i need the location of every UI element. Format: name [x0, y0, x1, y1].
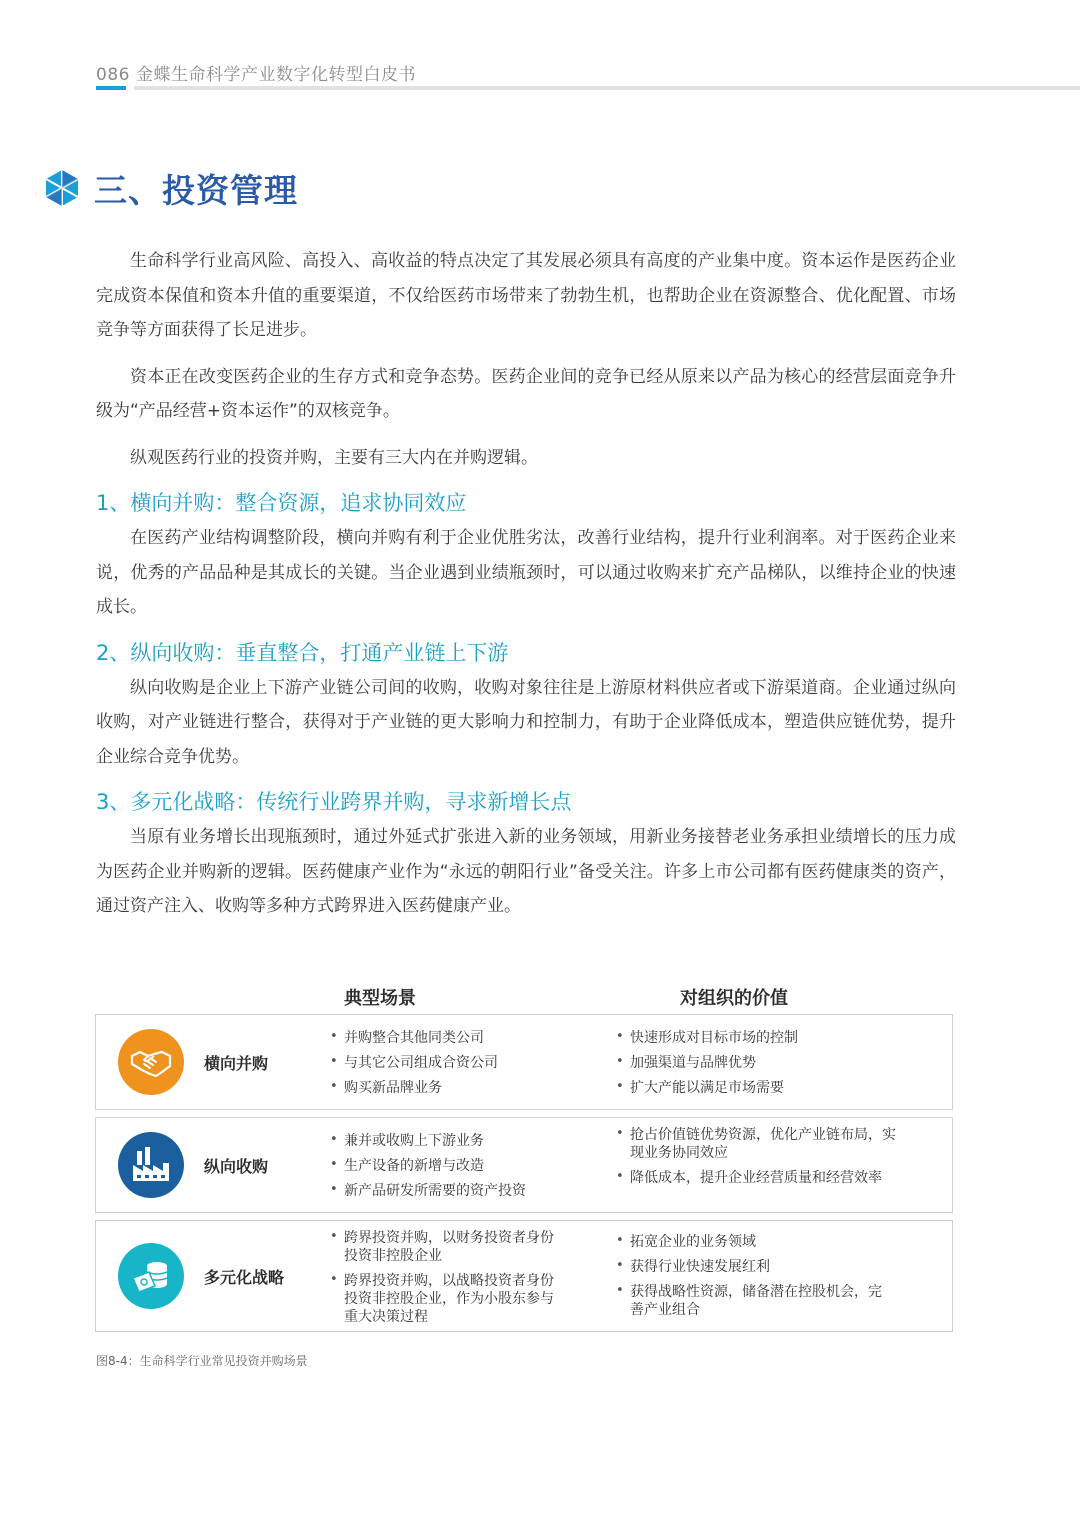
- intro-paragraph: 资本正在改变医药企业的生存方式和竞争态势。医药企业间的竞争已经从原来以产品为核心的经营层面竞争升级为“产品经营+资本运作”的双核竞争。: [96, 366, 956, 421]
- list-item: • 跨界投资并购，以财务投资者身份投资非控股企业: [330, 1229, 558, 1265]
- list-item: • 与其它公司组成合资公司: [330, 1054, 590, 1072]
- header-divider: [134, 86, 1080, 90]
- table-row: [95, 1117, 953, 1213]
- table-row: [95, 1220, 953, 1332]
- list-item: • 抢占价值链优势资源，优化产业链布局，实现业务协同效应: [616, 1126, 896, 1162]
- row-label: 多元化战略: [204, 1268, 285, 1287]
- table-row: [95, 1014, 953, 1110]
- scenario-list: [330, 1132, 590, 1207]
- subsection-paragraph: 纵向收购是企业上下游产业链公司间的收购，收购对象往往是上游原材料供应者或下游渠道商。企业通过纵向收购，对产业链进行整合，获得对于产业链的更大影响力和控制力，有助于企业降低成本，塑造供应链优势，提升企业综合竞争优势。: [96, 677, 956, 767]
- factory-icon: [118, 1132, 184, 1198]
- list-item: • 获得战略性资源，储备潜在控股机会，完善产业组合: [616, 1283, 886, 1319]
- header-text: [96, 60, 416, 85]
- list-item: • 快速形成对目标市场的控制: [616, 1029, 896, 1047]
- subsection-heading: 3、多元化战略：传统行业跨界并购，寻求新增长点: [96, 790, 572, 814]
- subsection-paragraph: 当原有业务增长出现瓶颈时，通过外延式扩张进入新的业务领域，用新业务接替老业务承担业绩增长的压力成为医药企业并购新的逻辑。医药健康产业作为“永远的朝阳行业”备受关注。许多上市公司都有医药健康类的资产，通过资产注入、收购等多种方式跨界进入医药健康产业。: [96, 827, 956, 916]
- book-title: 金蝶生命科学产业数字化转型白皮书: [135, 65, 416, 85]
- subsection-heading: 2、纵向收购：垂直整合，打通产业链上下游: [96, 640, 509, 665]
- list-item: • 生产设备的新增与改造: [330, 1157, 590, 1175]
- list-item: • 跨界投资并购，以战略投资者身份投资非控股企业，作为小股东参与重大决策过程: [330, 1272, 558, 1326]
- row-label: 横向并购: [204, 1054, 269, 1073]
- section-title-text: 三、投资管理: [94, 170, 298, 210]
- page-number: 086: [96, 65, 130, 85]
- page-header: [96, 60, 1080, 92]
- list-item: • 获得行业快速发展红利: [616, 1258, 886, 1276]
- coins-icon: [118, 1243, 184, 1309]
- hexagon-icon: [44, 168, 80, 208]
- body-content: [96, 244, 956, 936]
- list-item: • 兼并或收购上下游业务: [330, 1132, 590, 1150]
- list-item: • 新产品研发所需要的资产投资: [330, 1182, 590, 1200]
- list-item: • 降低成本，提升企业经营质量和经营效率: [616, 1169, 896, 1187]
- section-title: [44, 164, 298, 212]
- value-list: [616, 1126, 896, 1194]
- list-item: • 加强渠道与品牌优势: [616, 1054, 896, 1072]
- intro-paragraph: 生命科学行业高风险、高投入、高收益的特点决定了其发展必须具有高度的产业集中度。资本运作是医药企业完成资本保值和资本升值的重要渠道，不仅给医药市场带来了勃勃生机，也帮助企业在资源整合、优化配置、市场竞争等方面获得了长足进步。: [96, 251, 956, 340]
- column-header-value: 对组织的价值: [680, 988, 788, 1009]
- list-item: • 购买新品牌业务: [330, 1079, 590, 1097]
- intro-paragraph: 纵观医药行业的投资并购，主要有三大内在并购逻辑。: [130, 447, 538, 468]
- header-accent-bar: [96, 86, 126, 90]
- scenario-list: [330, 1229, 558, 1333]
- scenario-list: [330, 1029, 590, 1104]
- subsection-paragraph: 在医药产业结构调整阶段，横向并购有利于企业优胜劣汰，改善行业结构，提升行业利润率。对于医药企业来说，优秀的产品品种是其成长的关键。当企业遇到业绩瓶颈时，可以通过收购来扩充产品梯队，以维持企业的快速成长。: [96, 528, 956, 617]
- value-list: [616, 1233, 886, 1326]
- row-label: 纵向收购: [204, 1157, 269, 1176]
- value-list: [616, 1029, 896, 1104]
- list-item: • 拓宽企业的业务领域: [616, 1233, 886, 1251]
- list-item: • 并购整合其他同类公司: [330, 1029, 590, 1047]
- handshake-icon: [118, 1029, 184, 1095]
- list-item: • 扩大产能以满足市场需要: [616, 1079, 896, 1097]
- subsection-heading: 1、横向并购：整合资源，追求协同效应: [96, 491, 467, 515]
- column-header-scenario: 典型场景: [344, 988, 416, 1009]
- figure-caption: 图8-4：生命科学行业常见投资并购场景: [96, 1354, 308, 1368]
